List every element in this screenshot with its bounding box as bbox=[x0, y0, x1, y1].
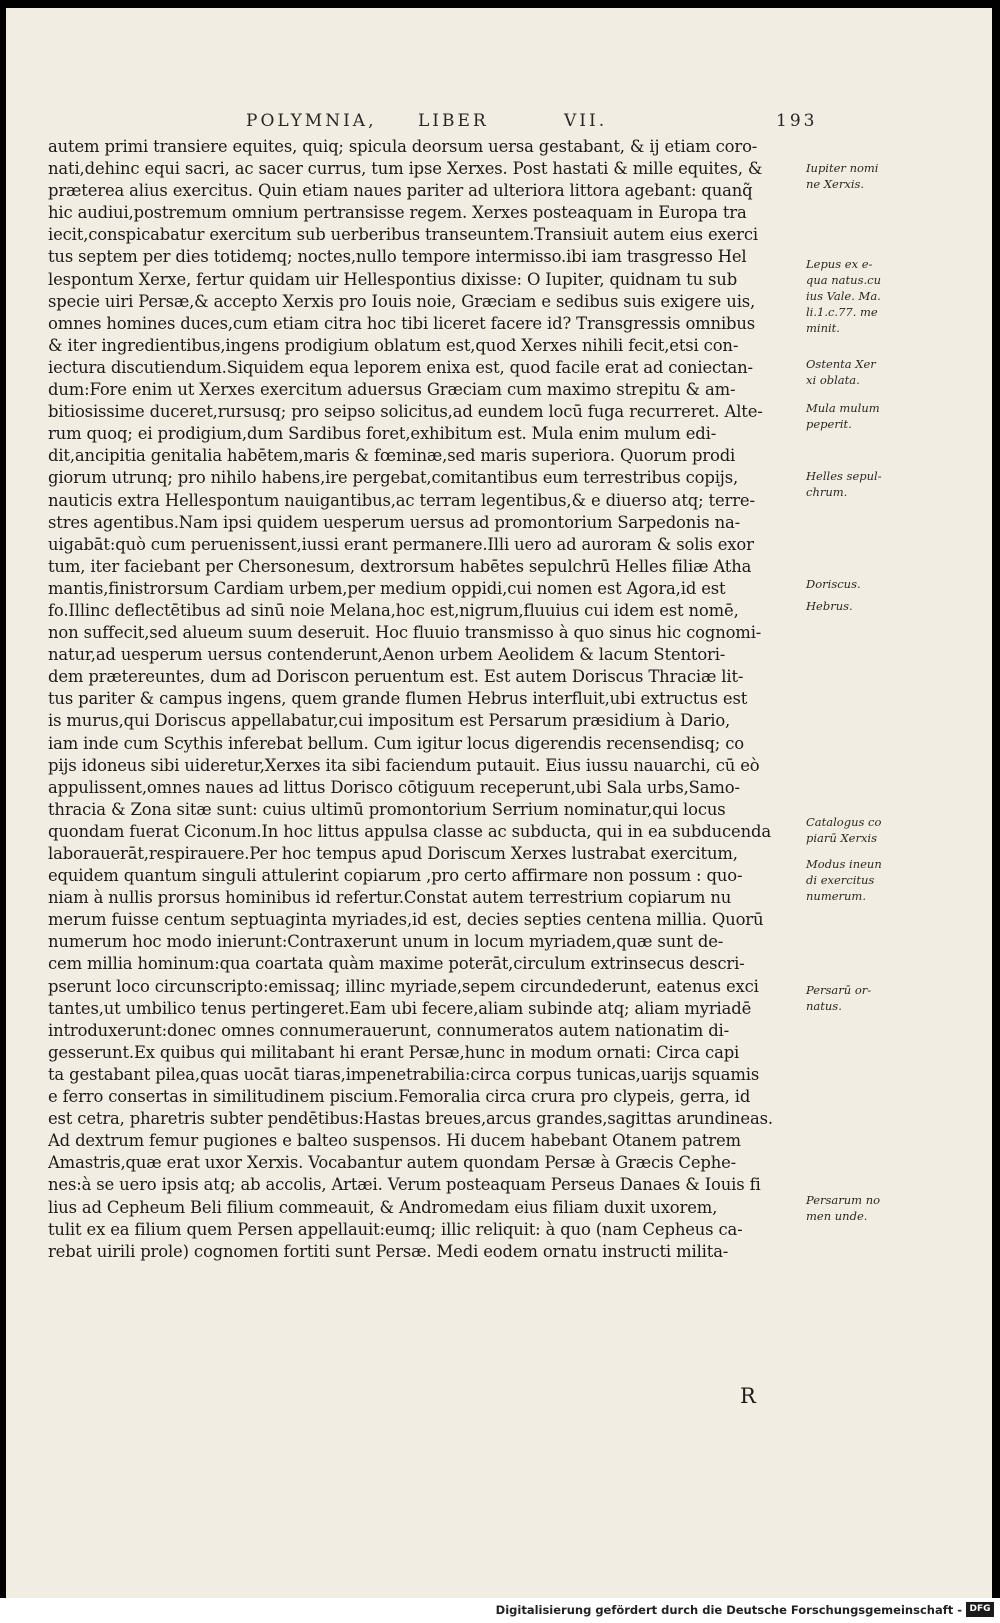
text-line: uigabāt:quò cum peruenissent,iussi erant permanere.Illi uero ad auroram & solis exor bbox=[48, 534, 754, 554]
marginal-note-line: Mula mulum bbox=[806, 401, 880, 415]
text-line: is murus,qui Doriscus appellabatur,cui impositum est Persarum præsidium à Dario, bbox=[48, 711, 731, 731]
marginal-note-line: peperit. bbox=[806, 417, 852, 431]
marginal-note-line: Modus ineun bbox=[806, 857, 882, 871]
text-line: nauticis extra Hellespontum nauigantibus,ac terram legentibus,& e diuerso atq; terre- bbox=[48, 490, 755, 510]
marginal-note-line: ne Xerxis. bbox=[806, 177, 865, 191]
marginal-note bbox=[806, 856, 882, 904]
text-line: est cetra, pharetris subter pendētibus:Hastas breues,arcus grandes,sagittas arundineas. bbox=[48, 1109, 773, 1129]
text-line: appulissent,omnes naues ad littus Dorisco cōtiguum receperunt,ubi Sala urbs,Samo- bbox=[48, 777, 740, 797]
text-line: equidem quantum singuli attulerint copiarum ,pro certo affirmare non possum : quo- bbox=[48, 866, 743, 886]
text-line: nes:à se uero ipsis atq; ab accolis, Artæi. Verum posteaquam Perseus Danaes & Iouis fi bbox=[48, 1175, 761, 1195]
marginal-note-line: Persarū or- bbox=[806, 983, 872, 997]
marginal-note bbox=[806, 982, 871, 1014]
main-text-block bbox=[48, 136, 803, 1263]
text-line: autem primi transiere equites, quiq; spicula deorsum uersa gestabant, & ij etiam coro- bbox=[48, 137, 758, 156]
marginal-note-line: numerum. bbox=[806, 889, 866, 903]
marginal-note-line: Catalogus co bbox=[806, 815, 882, 829]
text-line: niam à nullis prorsus hominibus id refertur.Constat autem terrestrium copiarum nu bbox=[48, 888, 732, 908]
text-line: rum quoq; ei prodigium,dum Sardibus foret,exhibitum est. Mula enim mulum edi- bbox=[48, 424, 717, 444]
text-line: dit,ancipitia genitalia habētem,maris & fœminæ,sed maris superiora. Quorum prodi bbox=[48, 446, 736, 466]
text-line: numerum hoc modo inierunt:Contraxerunt unum in locum myriadem,quæ sunt de- bbox=[48, 932, 724, 952]
book-page bbox=[6, 8, 992, 1598]
marginal-note-line: Iupiter nomi bbox=[806, 161, 879, 175]
text-line: pserunt loco circunscripto:emissaq; illinc myriade,sepem circundederunt, eatenus exci bbox=[48, 976, 759, 996]
running-head-title: POLYMNIA, bbox=[246, 111, 377, 131]
text-line: iam inde cum Scythis inferebat bellum. Cum igitur locus digerendis recensendisq; co bbox=[48, 733, 744, 753]
signature-mark: R bbox=[740, 1384, 756, 1408]
footer-credit: Digitalisierung gefördert durch die Deutsche Forschungsgemeinschaft - bbox=[495, 1603, 962, 1617]
marginal-note-line: Persarum no bbox=[806, 1193, 881, 1207]
text-line: fo.Illinc deflectētibus ad sinū noie Melana,hoc est,nigrum,fluuius cui idem est nomē, bbox=[48, 600, 739, 620]
running-head-book: LIBER bbox=[418, 111, 489, 131]
marginal-note-line: Hebrus. bbox=[806, 599, 853, 613]
text-line: gesserunt.Ex quibus qui militabant hi erant Persæ,hunc in modum ornati: Circa capi bbox=[48, 1042, 740, 1062]
marginal-note-line: xi oblata. bbox=[806, 373, 860, 387]
marginal-note-line: Lepus ex e- bbox=[806, 257, 873, 271]
text-line: dem prætereuntes, dum ad Doriscon peruentum est. Est autem Doriscus Thraciæ lit- bbox=[48, 667, 744, 687]
text-line: tus pariter & campus ingens, quem grande flumen Hebrus interfluit,ubi extructus est bbox=[48, 689, 748, 709]
marginal-note-line: Helles sepul- bbox=[806, 469, 882, 483]
text-line: dum:Fore enim ut Xerxes exercitum aduersus Græciam cum maximo strepitu & am- bbox=[48, 380, 736, 400]
text-line: & iter ingredientibus,ingens prodigium oblatum est,quod Xerxes nihili fecit,etsi con- bbox=[48, 335, 739, 355]
page-number: 193 bbox=[776, 111, 818, 131]
text-line: natur,ad uesperum uersus contenderunt,Aenon urbem Aeolidem & lacum Stentori- bbox=[48, 645, 726, 665]
text-line: tantes,ut umbilico tenus pertingeret.Eam ubi fecere,aliam subinde atq; aliam myriadē bbox=[48, 998, 752, 1018]
text-line: quondam fuerat Ciconum.In hoc littus appulsa classe ac subducta, qui in ea subducenda bbox=[48, 821, 771, 841]
text-line: iectura discutiendum.Siquidem equa leporem enixa est, quod facile erat ad coniectan- bbox=[48, 357, 753, 377]
text-line: mantis,finistrorsum Cardiam urbem,per medium oppidi,cui nomen est Agora,id est bbox=[48, 578, 726, 598]
marginal-note-line: li.1.c.77. me bbox=[806, 305, 878, 319]
marginal-note bbox=[806, 1192, 880, 1224]
text-line: lius ad Cepheum Beli filium commeauit, & Andromedam eius filiam duxit uxorem, bbox=[48, 1197, 718, 1217]
text-line: giorum utrunq; pro nihilo habens,ire pergebat,comitantibus eum terrestribus copijs, bbox=[48, 468, 739, 488]
text-line: stres agentibus.Nam ipsi quidem uesperum uersus ad promontorium Sarpedonis na- bbox=[48, 512, 741, 532]
digitization-footer bbox=[0, 1598, 1000, 1623]
text-line: tulit ex ea filium quem Persen appellauit:eumq; illic reliquit: à quo (nam Cepheus ca- bbox=[48, 1219, 743, 1239]
marginal-note-line: chrum. bbox=[806, 485, 848, 499]
marginal-note bbox=[806, 576, 861, 592]
text-line: præterea alius exercitus. Quin etiam naues pariter ad ulteriora littora agebant: quanq̃ bbox=[48, 181, 753, 201]
text-line: thracia & Zona sitæ sunt: cuius ultimū promontorium Serrium nominatur,qui locus bbox=[48, 799, 726, 819]
text-line: lespontum Xerxe, fertur quidam uir Hellespontius dixisse: O Iupiter, quidnam tu sub bbox=[48, 269, 738, 289]
marginal-note-line: ius Vale. Ma. bbox=[806, 289, 881, 303]
text-line: rebat uirili prole) cognomen fortiti sunt Persæ. Medi eodem ornatu instructi milita- bbox=[48, 1241, 729, 1261]
text-line: cem millia hominum:qua coartata quàm maxime poterāt,circulum extrinsecus descri- bbox=[48, 954, 745, 974]
text-line: nati,dehinc equi sacri, ac sacer currus, tum ipse Xerxes. Post hastati & mille equites, & bbox=[48, 159, 763, 179]
text-line: specie uiri Persæ,& accepto Xerxis pro Iouis noie, Græciam e sedibus suis exigere uis, bbox=[48, 291, 756, 311]
text-line: tum, iter faciebant per Chersonesum, dextrorsum habētes sepulchrū Helles filiæ Atha bbox=[48, 556, 752, 576]
marginal-note-line: natus. bbox=[806, 999, 842, 1013]
text-line: tus septem per dies totidemq; noctes,nullo tempore intermisso.ibi iam trasgresso Hel bbox=[48, 247, 747, 267]
text-line: Amastris,quæ erat uxor Xerxis. Vocabantur autem quondam Persæ à Græcis Cephe- bbox=[48, 1153, 737, 1173]
text-line: pijs idoneus sibi uideretur,Xerxes ita sibi faciendum putauit. Eius iussu nauarchi, cū eò bbox=[48, 755, 760, 775]
text-line: e ferro consertas in similitudinem piscium.Femoralia circa crura pro clypeis, gerra, id bbox=[48, 1087, 751, 1107]
marginal-note-line: men unde. bbox=[806, 1209, 868, 1223]
marginal-note bbox=[806, 400, 880, 432]
text-line: bitiosissime duceret,rursusq; pro seipso solicitus,ad eundem locū fuga recurreret. Alte- bbox=[48, 402, 763, 422]
text-line: iecit,conspicabatur exercitum sub uerberibus transeuntem.Transiuit autem eius exerci bbox=[48, 225, 758, 245]
marginal-note bbox=[806, 356, 876, 388]
dfg-logo: DFG bbox=[966, 1602, 994, 1617]
running-head bbox=[246, 111, 861, 133]
marginal-note-line: Doriscus. bbox=[806, 577, 861, 591]
text-line: omnes homines duces,cum etiam citra hoc tibi liceret facere id? Transgressis omnibus bbox=[48, 313, 756, 333]
marginal-note bbox=[806, 160, 878, 192]
marginal-note-line: minit. bbox=[806, 321, 840, 335]
marginal-note-line: piarū Xerxis bbox=[806, 831, 878, 845]
marginal-note bbox=[806, 468, 882, 500]
text-line: non suffecit,sed alueum suum deseruit. Hoc fluuio transmisso à quo sinus hic cognomi- bbox=[48, 623, 762, 643]
text-line: laborauerāt,respirauere.Per hoc tempus apud Doriscum Xerxes lustrabat exercitum, bbox=[48, 844, 738, 863]
marginal-note bbox=[806, 256, 881, 336]
marginal-note-line: Ostenta Xer bbox=[806, 357, 876, 371]
text-line: merum fuisse centum septuaginta myriades,id est, decies septies centena millia. Quorū bbox=[48, 910, 764, 930]
marginal-note-line: di exercitus bbox=[806, 873, 875, 887]
text-line: ta gestabant pilea,quas uocāt tiaras,impenetrabilia:circa corpus tunicas,uarijs squamis bbox=[48, 1064, 760, 1084]
text-line: Ad dextrum femur pugiones e balteo suspensos. Hi ducem habebant Otanem patrem bbox=[48, 1131, 741, 1151]
marginal-note-line: qua natus.cu bbox=[806, 273, 881, 287]
marginal-note bbox=[806, 814, 881, 846]
running-head-book-number: VII. bbox=[564, 111, 608, 131]
marginal-note bbox=[806, 598, 853, 614]
text-line: hic audiui,postremum omnium pertransisse regem. Xerxes posteaquam in Europa tra bbox=[48, 203, 747, 223]
text-line: introduxerunt:donec omnes connumerauerunt, connumeratos autem nationatim di- bbox=[48, 1020, 730, 1040]
